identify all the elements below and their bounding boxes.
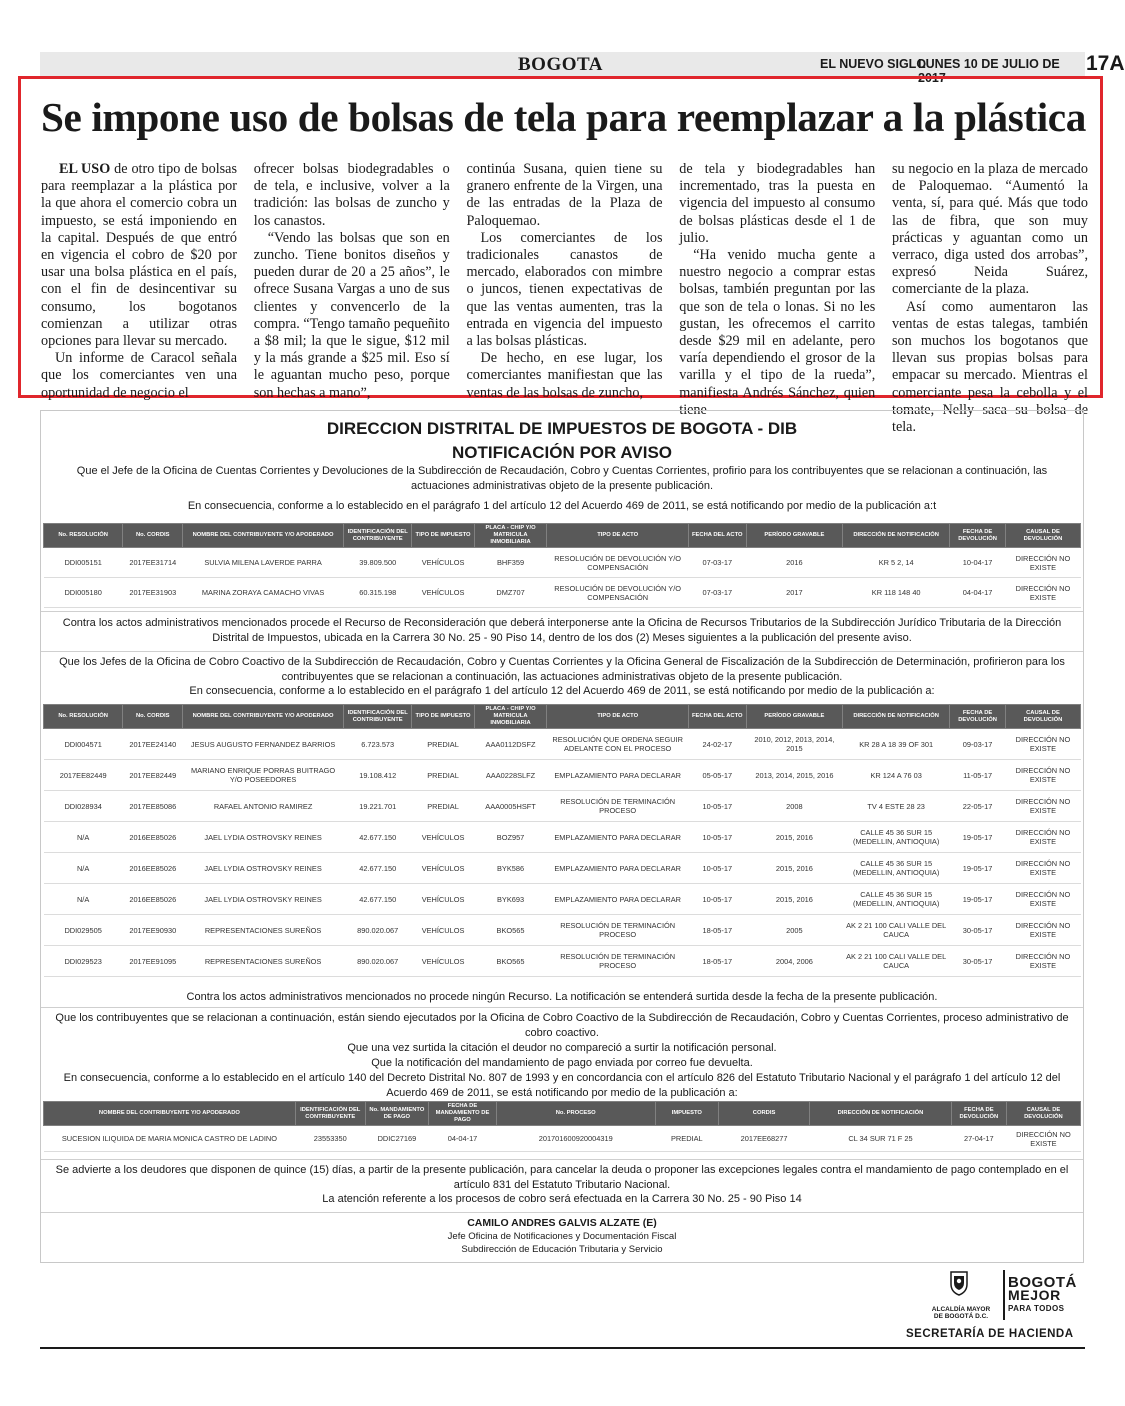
table-cell: 23553350 [295, 1126, 365, 1152]
table-cell: 27-04-17 [951, 1126, 1006, 1152]
bogota-crest-icon [948, 1270, 970, 1296]
table-cell: 2017EE90930 [123, 915, 183, 946]
table-row [44, 915, 1081, 946]
table-cell: 19-05-17 [950, 884, 1006, 915]
table-cell: VEHÍCULOS [412, 853, 474, 884]
table-cell: 42.677.150 [343, 884, 412, 915]
table-cell: 39.809.500 [343, 548, 412, 578]
table-cell: 890.020.067 [343, 915, 412, 946]
table-cell: AAA0005HSFT [474, 791, 547, 822]
table-cell: BKO565 [474, 915, 547, 946]
atencion-cobro: La atención referente a los procesos de cobro será efectuada en la Carrera 30 No. 25 - 90 Piso 14 [322, 1193, 802, 1205]
table-row [44, 853, 1081, 884]
table-cell: N/A [44, 822, 123, 853]
article-paragraph: “Vendo las bolsas que son en zuncho. Tiene bonitos diseños y pueden durar de 20 a 25 años”, le ofrece Susana Vargas a uno de sus clientes y convencerlo de la compra. “Tengo tamaño pequeñito a $8 mil; la que le sigue, $12 mil y la más grande a $25 mil. Eso sí le aguantan mucho peso, porque son hechas a mano”, [253, 229, 450, 401]
table-cell: PREDIAL [412, 760, 474, 791]
table-cell: KR 124 A 76 03 [843, 760, 950, 791]
table-cell: DDI029505 [44, 915, 123, 946]
table-cell: EMPLAZAMIENTO PARA DECLARAR [547, 853, 688, 884]
table-cell: DIRECCIÓN NO EXISTE [1006, 1126, 1080, 1152]
notice-intro-1b: En consecuencia, conforme a lo establecido en el parágrafo 1 del artículo 12 del Acuerdo 469 de 2011, se está notificando por medio de la publicación a:t [187, 500, 937, 512]
table-cell: 30-05-17 [950, 946, 1006, 977]
column-header: FECHA DEL ACTO [688, 524, 746, 548]
notice-intro-2: Que los Jefes de la Oficina de Cobro Coactivo de la Subdirección de Recaudación, Cobro y Cuentas Corrientes y la Oficina General de Fiscalización de la Subdirección de Determinación, profirieron para los contribuyentes que se relacionan a continuación, las actuaciones administrativas objeto de la presente publicación. [59, 656, 1065, 683]
issue-date: LUNES 10 DE JULIO DE 2017 [918, 57, 1060, 85]
table-cell: DDI004571 [44, 729, 123, 760]
article-column [41, 161, 237, 401]
table-cell: TV 4 ESTE 28 23 [843, 791, 950, 822]
table-cell: KR 118 148 40 [843, 578, 950, 608]
column-header: FECHA DEL ACTO [688, 705, 746, 729]
column-header: FECHA DE DEVOLUCIÓN [950, 705, 1006, 729]
column-header: TIPO DE IMPUESTO [412, 524, 474, 548]
table-cell: DIRECCIÓN NO EXISTE [1005, 853, 1080, 884]
column-header: TIPO DE ACTO [547, 705, 688, 729]
table-cell: VEHÍCULOS [412, 578, 474, 608]
table-cell: 2017EE24140 [123, 729, 183, 760]
article-paragraph: Los comerciantes de los tradicionales canastos de mercado, elaborados con mimbre o juncos, tienen expectativas de que las ventas aumenten, tras la entrada en vigencia del impuesto a las bolsas plásticas. [466, 229, 663, 350]
table-cell: 04-04-17 [950, 578, 1006, 608]
article-column [679, 161, 876, 418]
bogota-mejor-logo: BOGOTÁ MEJOR PARA TODOS [1008, 1274, 1077, 1313]
table-cell: 22-05-17 [950, 791, 1006, 822]
table-cell: DIRECCIÓN NO EXISTE [1005, 548, 1080, 578]
page-number: 17A [1086, 52, 1125, 75]
table-cell: 18-05-17 [688, 946, 746, 977]
table-cell: 2017EE68277 [719, 1126, 810, 1152]
alcaldia-label: ALCALDÍA MAYOR DE BOGOTÁ D.C. [931, 1306, 991, 1320]
table-cell: JESUS AUGUSTO FERNANDEZ BARRIOS [183, 729, 344, 760]
article-paragraph: EL USO de otro tipo de bolsas para reemplazar a la plástica por la que ahora el comercio cobra un impuesto, se está imponiendo en la capital. Después de que entró en vigencia el cobro de $20 por usar una bolsa plástica en el país, con el fin de desincentivar su consumo, los bogotanos comienzan a utilizar otras opciones para llevar su mercado. [41, 161, 237, 350]
table-cell: DDI029523 [44, 946, 123, 977]
column-header: No. PROCESO [496, 1102, 655, 1126]
hacienda-logo [900, 1268, 1090, 1348]
table-cell: 10-04-17 [950, 548, 1006, 578]
table-cell: 10-05-17 [688, 822, 746, 853]
notice-intro-3-line: Que la notificación del mandamiento de pago enviada por correo fue devuelta. [371, 1057, 753, 1069]
advertencia: Se advierte a los deudores que disponen de quince (15) días, a partir de la presente publicación, para cancelar la deuda o proponer las excepciones legales contra el mandamiento de pago contemplado en el artículo 831 del Estatuto Tributario Nacional. [55, 1164, 1069, 1191]
table-cell: 2017EE82449 [44, 760, 123, 791]
table-cell: CALLE 45 36 SUR 15 (MEDELLIN, ANTIOQUIA) [843, 884, 950, 915]
cobro-coactivo-table [43, 704, 1081, 977]
table-cell: CALLE 45 36 SUR 15 (MEDELLIN, ANTIOQUIA) [843, 853, 950, 884]
table-cell: CALLE 45 36 SUR 15 (MEDELLIN, ANTIOQUIA) [843, 822, 950, 853]
table-cell: 2017EE91095 [123, 946, 183, 977]
table-cell: 19.221.701 [343, 791, 412, 822]
table-cell: BOZ957 [474, 822, 547, 853]
column-header: CAUSAL DE DEVOLUCIÓN [1005, 705, 1080, 729]
notice-intro-1: Que el Jefe de la Oficina de Cuentas Corrientes y Devoluciones de la Subdirección de Recaudación, Cobro y Cuentas Corrientes, profirio para los contribuyentes que se relacionan a continuación, las actuaciones administrativas objeto de la presente publicación. [76, 465, 1048, 492]
notice-authority: DIRECCION DISTRITAL DE IMPUESTOS DE BOGOTA - DIB [326, 419, 798, 438]
table-cell: N/A [44, 884, 123, 915]
article-column [466, 161, 663, 401]
notice-intro-2b: En consecuencia, conforme a lo establecido en el parágrafo 1 del artículo 12 del Acuerdo 469 de 2011, se está notificando por medio de la publicación a: [189, 685, 935, 697]
table-cell: VEHÍCULOS [412, 915, 474, 946]
devoluciones-table [43, 523, 1081, 608]
table-cell: 42.677.150 [343, 822, 412, 853]
table-cell: 19-05-17 [950, 822, 1006, 853]
table-cell: PREDIAL [412, 729, 474, 760]
table-cell: DMZ707 [474, 578, 547, 608]
column-header: No. MANDAMIENTO DE PAGO [365, 1102, 428, 1126]
table-cell: VEHÍCULOS [412, 548, 474, 578]
column-header: No. RESOLUCIÓN [44, 524, 123, 548]
page-header [40, 52, 1125, 85]
table-cell: 2017EE31714 [123, 548, 183, 578]
table-cell: PREDIAL [655, 1126, 718, 1152]
signer-role-1: Jefe Oficina de Notificaciones y Documentación Fiscal [447, 1231, 677, 1242]
table-cell: SULVIA MILENA LAVERDE PARRA [183, 548, 344, 578]
table-cell: 2015, 2016 [746, 853, 842, 884]
table-cell: 24-02-17 [688, 729, 746, 760]
column-header: IDENTIFICACIÓN DEL CONTRIBUYENTE [343, 705, 412, 729]
table-cell: AK 2 21 100 CALI VALLE DEL CAUCA [843, 946, 950, 977]
article-paragraph: “Ha venido mucha gente a nuestro negocio a comprar estas bolsas, también preguntan por las que son de tela o lonas. Si no les gustan, les ofrecemos el carrito desde $29 mil en adelante, pero varía dependiendo el grosor de la varilla y el tipo de la rueda”, manifiesta Andrés Sánchez, quien tiene [679, 247, 876, 418]
table-cell: DIRECCIÓN NO EXISTE [1005, 822, 1080, 853]
table-cell: DIRECCIÓN NO EXISTE [1005, 760, 1080, 791]
table-cell: DIRECCIÓN NO EXISTE [1005, 946, 1080, 977]
article-paragraph: su negocio en la plaza de mercado de Paloquemao. “Aumentó la venta, sí, para qué. Más que todo las de fibra, que son muy prácticas y aguantan como un verraco, diga usted dos arrobas”, expresó Neida Suárez, comerciante de la plaza. [892, 161, 1088, 298]
column-header: PLACA - CHIP Y/O MATRICULA INMOBILIARIA [474, 524, 547, 548]
article-lead: EL USO [59, 161, 111, 177]
table-cell: 10-05-17 [688, 853, 746, 884]
table-cell: RESOLUCIÓN DE TERMINACIÓN PROCESO [547, 915, 688, 946]
column-header: PERÍODO GRAVABLE [746, 705, 842, 729]
table-cell: REPRESENTACIONES SUREÑOS [183, 946, 344, 977]
table-cell: DIRECCIÓN NO EXISTE [1005, 578, 1080, 608]
article-paragraph: Un informe de Caracol señala que los comerciantes ven una oportunidad de negocio el [41, 350, 237, 401]
article-column [253, 161, 450, 401]
column-header: No. CORDIS [123, 705, 183, 729]
signer-name: CAMILO ANDRES GALVIS ALZATE (E) [467, 1217, 657, 1229]
table-row [44, 548, 1081, 578]
table-cell: DIRECCIÓN NO EXISTE [1005, 884, 1080, 915]
table-cell: 10-05-17 [688, 791, 746, 822]
table-row [44, 729, 1081, 760]
notice-intro-3-line: Que los contribuyentes que se relacionan a continuación, están siendo ejecutados por la Oficina de Cobro Coactivo de la Subdirección de Recaudación, Cobro y Cuentas Corrientes, proceso administrativo de cobro coactivo. [55, 1012, 1069, 1039]
table-cell: RESOLUCIÓN QUE ORDENA SEGUIR ADELANTE CON EL PROCESO [547, 729, 688, 760]
column-header: PERÍODO GRAVABLE [746, 524, 842, 548]
table-cell: CL 34 SUR 71 F 25 [810, 1126, 952, 1152]
table-cell: DIRECCIÓN NO EXISTE [1005, 729, 1080, 760]
table-row [44, 884, 1081, 915]
column-header: CORDIS [719, 1102, 810, 1126]
column-header: IDENTIFICACIÓN DEL CONTRIBUYENTE [343, 524, 412, 548]
notice-title: NOTIFICACIÓN POR AVISO [451, 443, 673, 462]
column-header: No. RESOLUCIÓN [44, 705, 123, 729]
table-cell: SUCESION ILIQUIDA DE MARIA MONICA CASTRO DE LADINO [44, 1126, 296, 1152]
table-cell: MARIANO ENRIQUE PORRAS BUITRAGO Y/O POSEEDORES [183, 760, 344, 791]
section-name: BOGOTA [518, 54, 603, 75]
table-cell: RESOLUCIÓN DE DEVOLUCIÓN Y/O COMPENSACIÓN [547, 548, 688, 578]
column-header: NOMBRE DEL CONTRIBUYENTE Y/O APODERADO [44, 1102, 296, 1126]
table-row [44, 578, 1081, 608]
column-header: DIRECCIÓN DE NOTIFICACIÓN [843, 524, 950, 548]
column-header: FECHA DE MANDAMIENTO DE PAGO [429, 1102, 497, 1126]
article-paragraph: De hecho, en ese lugar, los comerciantes manifiestan que las ventas de las bolsas de zuncho, [466, 350, 663, 401]
table-cell: JAEL LYDIA OSTROVSKY REINES [183, 884, 344, 915]
table-cell: 05-05-17 [688, 760, 746, 791]
table-cell: DDIC27169 [365, 1126, 428, 1152]
notice-intro-3-line: En consecuencia, conforme a lo establecido en el artículo 140 del Decreto Distrital No. 807 de 1993 y en concordancia con el artículo 826 del Estatuto Tributario Nacional y el parágrafo 1 del artículo 12 del Acuerdo 469 de 2011, se está notificando por medio de la publicación a: [63, 1072, 1061, 1099]
table-cell: 11-05-17 [950, 760, 1006, 791]
table-row [44, 1126, 1081, 1152]
table-cell: 30-05-17 [950, 915, 1006, 946]
table-row [44, 822, 1081, 853]
table-cell: BKO565 [474, 946, 547, 977]
column-header: CAUSAL DE DEVOLUCIÓN [1005, 524, 1080, 548]
table-cell: DDI005151 [44, 548, 123, 578]
column-header: IDENTIFICACIÓN DEL CONTRIBUYENTE [295, 1102, 365, 1126]
column-header: DIRECCIÓN DE NOTIFICACIÓN [810, 1102, 952, 1126]
table-cell: 201701600920004319 [496, 1126, 655, 1152]
table-cell: AK 2 21 100 CALI VALLE DEL CAUCA [843, 915, 950, 946]
table-cell: VEHÍCULOS [412, 884, 474, 915]
table-cell: KR 5 2, 14 [843, 548, 950, 578]
table-cell: JAEL LYDIA OSTROVSKY REINES [183, 853, 344, 884]
table-cell: 6.723.573 [343, 729, 412, 760]
column-header: IMPUESTO [655, 1102, 718, 1126]
mandamiento-table [43, 1101, 1081, 1152]
table-row [44, 946, 1081, 977]
table-cell: PREDIAL [412, 791, 474, 822]
table-cell: 2017EE85086 [123, 791, 183, 822]
table-cell: 19.108.412 [343, 760, 412, 791]
notice-intro-3-line: Que una vez surtida la citación el deudor no compareció a surtir la notificación personal. [347, 1042, 777, 1054]
table-cell: 2016 [746, 548, 842, 578]
table-cell: AAA0228SLFZ [474, 760, 547, 791]
table-cell: 04-04-17 [429, 1126, 497, 1152]
table-cell: 2015, 2016 [746, 884, 842, 915]
table-cell: RESOLUCIÓN DE TERMINACIÓN PROCESO [547, 946, 688, 977]
table-cell: 2017EE82449 [123, 760, 183, 791]
table-cell: BYK693 [474, 884, 547, 915]
table-cell: 60.315.198 [343, 578, 412, 608]
table-cell: 2017 [746, 578, 842, 608]
table-cell: 10-05-17 [688, 884, 746, 915]
table-cell: AAA0112DSFZ [474, 729, 547, 760]
article-paragraph: de tela y biodegradables han incrementado, tras la puesta en vigencia del impuesto al consumo de bolsas plásticas desde el 1 de julio. [679, 161, 876, 246]
column-header: FECHA DE DEVOLUCIÓN [951, 1102, 1006, 1126]
table-cell: 07-03-17 [688, 548, 746, 578]
table-cell: EMPLAZAMIENTO PARA DECLARAR [547, 884, 688, 915]
table-row [44, 760, 1081, 791]
table-cell: EMPLAZAMIENTO PARA DECLARAR [547, 760, 688, 791]
article-paragraph: continúa Susana, quien tiene su granero enfrente de la Virgen, una de las entradas de la Plaza de Paloquemao. [466, 161, 663, 229]
table-cell: 2016EE85026 [123, 884, 183, 915]
table-cell: BYK586 [474, 853, 547, 884]
table-cell: DDI028934 [44, 791, 123, 822]
column-header: NOMBRE DEL CONTRIBUYENTE Y/O APODERADO [183, 524, 344, 548]
article-paragraph: Así como aumentaron las ventas de estas talegas, también son muchos los bogotanos que llevan sus propias bolsas para empacar su mercado. Mientras el comerciante pesa la cebolla y el tomate, Nelly saca su bolsa de tela. [892, 298, 1088, 436]
table-cell: KR 28 A 18 39 OF 301 [843, 729, 950, 760]
secretaria-label: SECRETARÍA DE HACIENDA [906, 1328, 1074, 1340]
article-headline: Se impone uso de bolsas de tela para reemplazar a la plástica [41, 94, 1086, 140]
table-cell: 2010, 2012, 2013, 2014, 2015 [746, 729, 842, 760]
column-header: FECHA DE DEVOLUCIÓN [950, 524, 1006, 548]
column-header: DIRECCIÓN DE NOTIFICACIÓN [843, 705, 950, 729]
article-paragraph: ofrecer bolsas biodegradables o de tela, e inclusive, volver a la tradición: las bolsas de zuncho y los canastos. [253, 161, 450, 229]
column-header: PLACA - CHIP Y/O MATRICULA INMOBILIARIA [474, 705, 547, 729]
table-cell: EMPLAZAMIENTO PARA DECLARAR [547, 822, 688, 853]
recurso-ninguno: Contra los actos administrativos mencionados no procede ningún Recurso. La notificación se entenderá surtida desde la fecha de la presente publicación. [186, 991, 938, 1003]
column-header: CAUSAL DE DEVOLUCIÓN [1006, 1102, 1080, 1126]
table-cell: 2005 [746, 915, 842, 946]
table-cell: 18-05-17 [688, 915, 746, 946]
signer-role-2: Subdirección de Educación Tributaria y Servicio [461, 1244, 663, 1255]
table-cell: MARINA ZORAYA CAMACHO VIVAS [183, 578, 344, 608]
table-cell: N/A [44, 853, 123, 884]
table-cell: 09-03-17 [950, 729, 1006, 760]
newspaper-name: EL NUEVO SIGLO [820, 57, 927, 71]
table-cell: DIRECCIÓN NO EXISTE [1005, 791, 1080, 822]
footer-rule [40, 1347, 1085, 1349]
recurso-reconsideracion: Contra los actos administrativos mencionados procede el Recurso de Reconsideración que deberá interponerse ante la Oficina de Recursos Tributarios de la Subdirección Jurídico Tributaria de la Dirección Distrital de Impuestos, ubicada en la Carrera 30 No. 25 - 90 Piso 14, dentro de los dos (2) Meses siguientes a la publicación del presente aviso. [62, 617, 1062, 644]
table-cell: 42.677.150 [343, 853, 412, 884]
table-cell: RAFAEL ANTONIO RAMIREZ [183, 791, 344, 822]
table-cell: RESOLUCIÓN DE TERMINACIÓN PROCESO [547, 791, 688, 822]
table-cell: 2016EE85026 [123, 822, 183, 853]
column-header: No. CORDIS [123, 524, 183, 548]
column-header: TIPO DE IMPUESTO [412, 705, 474, 729]
table-cell: 07-03-17 [688, 578, 746, 608]
table-cell: JAEL LYDIA OSTROVSKY REINES [183, 822, 344, 853]
column-header: NOMBRE DEL CONTRIBUYENTE Y/O APODERADO [183, 705, 344, 729]
table-cell: VEHÍCULOS [412, 822, 474, 853]
table-cell: 2016EE85026 [123, 853, 183, 884]
table-cell: 19-05-17 [950, 853, 1006, 884]
table-cell: RESOLUCIÓN DE DEVOLUCIÓN Y/O COMPENSACIÓN [547, 578, 688, 608]
public-notice [40, 410, 1084, 1263]
table-cell: 2017EE31903 [123, 578, 183, 608]
table-cell: REPRESENTACIONES SUREÑOS [183, 915, 344, 946]
table-cell: 2015, 2016 [746, 822, 842, 853]
table-cell: DIRECCIÓN NO EXISTE [1005, 915, 1080, 946]
column-header: TIPO DE ACTO [547, 524, 688, 548]
table-cell: 2004, 2006 [746, 946, 842, 977]
table-row [44, 791, 1081, 822]
article-column [892, 161, 1088, 436]
table-cell: 890.020.067 [343, 946, 412, 977]
table-cell: 2013, 2014, 2015, 2016 [746, 760, 842, 791]
table-cell: DDI005180 [44, 578, 123, 608]
table-cell: BHF359 [474, 548, 547, 578]
table-cell: 2008 [746, 791, 842, 822]
table-cell: VEHÍCULOS [412, 946, 474, 977]
